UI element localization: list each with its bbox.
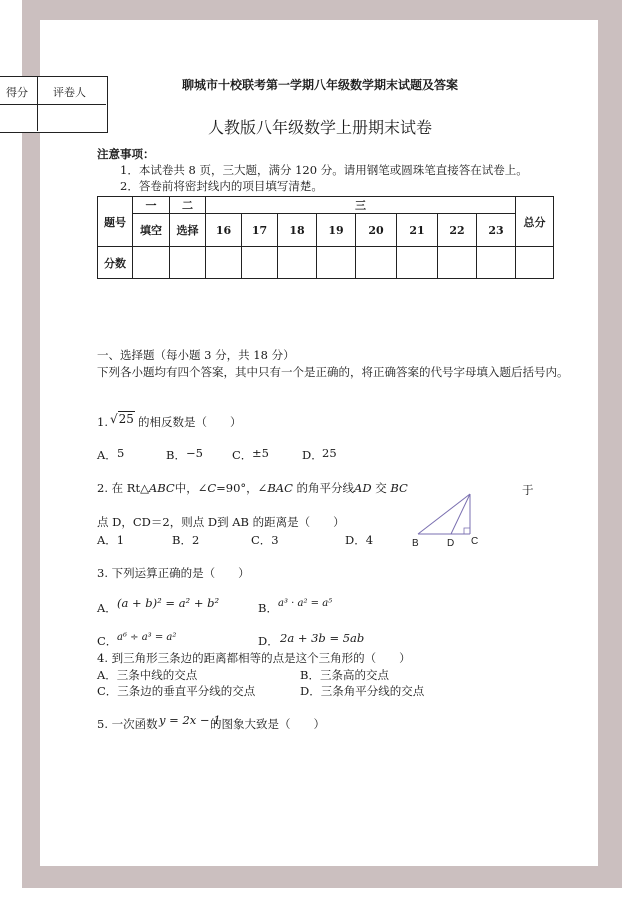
q2-text-h: AD — [354, 481, 372, 495]
q4-option-d: D．三条角平分线的交点 — [300, 684, 425, 698]
notice-item-1: 1．本试卷共 8 页，三大题，满分 120 分。请用钢笔或圆珠笔直接答在试卷上。 — [120, 163, 528, 177]
label-d: D — [447, 538, 455, 549]
q2-text-e: =90°，∠ — [216, 481, 268, 495]
sub-header-cell — [133, 214, 170, 247]
q3-option-d-label: D． — [258, 634, 279, 648]
sub-header: 17 — [251, 223, 268, 237]
score-input-cell[interactable] — [438, 247, 477, 279]
score-input-cell[interactable] — [397, 247, 438, 279]
sub-header: 20 — [368, 223, 384, 237]
q4-stem: 4. 到三角形三条边的距离都相等的点是这个三角形的（ ） — [97, 651, 411, 665]
q5-formula: y = 2x − 1 — [159, 713, 221, 727]
sub-header-cell — [397, 214, 438, 247]
sub-header: 22 — [449, 223, 465, 237]
sub-header-cell — [317, 214, 356, 247]
q2-triangle-figure — [408, 492, 488, 550]
sub-header-cell — [242, 214, 278, 247]
q2-option-a: A．1 — [97, 533, 125, 547]
sub-header: 选择 — [176, 224, 199, 237]
q2-text-j: BC — [390, 481, 408, 495]
q2-text-i: 交 — [371, 481, 391, 495]
q2-line1 — [97, 481, 408, 495]
sub-header-cell — [170, 214, 206, 247]
notice-heading: 注意事项： — [97, 147, 155, 161]
q2-option-d: D．4 — [345, 533, 374, 547]
total-label: 总分 — [523, 215, 546, 229]
score-input-cell[interactable] — [516, 247, 554, 279]
q1-prefix: 1. — [97, 415, 108, 429]
score-row-label: 分数 — [104, 256, 126, 270]
q2-option-c: C．3 — [251, 533, 279, 547]
q1-option-d-label: D． — [302, 448, 323, 462]
q3-option-b-label: B． — [258, 601, 278, 615]
q2-text-d: C — [207, 481, 217, 495]
q1-sqrt — [110, 412, 135, 426]
total-cell — [516, 197, 554, 247]
sub-header-cell — [206, 214, 242, 247]
group-one: 一 — [145, 199, 157, 212]
notice-item-2: 2．答卷前将密封线内的项目填写清楚。 — [120, 179, 323, 193]
section-instruction: 下列各小题均有四个答案，其中只有一个是正确的，将正确答案的代号字母填入题后括号内。 — [97, 365, 569, 379]
q1-option-c-label: C． — [232, 448, 253, 462]
row-label-cell — [98, 197, 133, 247]
sqrt-symbol: √ — [110, 412, 118, 426]
right-angle-mark — [464, 528, 470, 534]
grader-cell — [37, 77, 106, 105]
score-input-cell[interactable] — [206, 247, 242, 279]
q2-line2: 点 D，CD＝2，则点 D到 AB 的距离是（ ） — [97, 515, 345, 529]
q1-option-b-label: B． — [166, 448, 186, 462]
row-label: 题号 — [104, 215, 126, 229]
paper-bottom-strip — [40, 862, 598, 866]
score-row-label-cell — [98, 247, 133, 279]
q1-stem: 的相反数是（ ） — [138, 415, 242, 429]
q1-option-c: ±5 — [252, 446, 269, 460]
q2-text-c: 中，∠ — [174, 481, 208, 495]
score-input-cell[interactable] — [356, 247, 397, 279]
paper-top-strip — [40, 20, 598, 42]
score-input-cell[interactable] — [170, 247, 206, 279]
q5-prefix: 5. 一次函数 — [97, 717, 158, 731]
q2-option-b: B．2 — [172, 533, 200, 547]
sub-header-cell — [278, 214, 317, 247]
score-input-cell[interactable] — [317, 247, 356, 279]
sub-header-cell — [438, 214, 477, 247]
q2-text-g: 的角平分线 — [292, 481, 355, 495]
sub-header: 16 — [215, 223, 232, 237]
grading-box — [0, 76, 108, 133]
doc-subtitle: 人教版八年级数学上册期末试卷 — [207, 118, 432, 137]
sub-header: 19 — [328, 223, 344, 237]
q3-stem: 3. 下列运算正确的是（ ） — [97, 566, 250, 580]
segment-ab — [418, 494, 470, 534]
q4-option-b: B．三条高的交点 — [300, 668, 389, 682]
group-two: 二 — [182, 199, 193, 212]
section-title: 一、选择题（每小题 3 分，共 18 分） — [97, 348, 295, 362]
sub-header: 23 — [488, 223, 504, 237]
q1-option-a: 5 — [117, 446, 125, 460]
score-input-cell[interactable] — [242, 247, 278, 279]
q1-option-b: −5 — [186, 446, 203, 460]
q3-option-d: 2a + 3b = 5ab — [280, 631, 365, 645]
q4-option-c: C．三条边的垂直平分线的交点 — [97, 684, 256, 698]
score-input-cell[interactable] — [278, 247, 317, 279]
q1-radicand: 25 — [118, 412, 134, 426]
score-input-cell[interactable] — [133, 247, 170, 279]
q3-option-a: (a + b)² = a² + b² — [117, 596, 220, 610]
sub-header-cell — [356, 214, 397, 247]
q2-text-b: ABC — [148, 481, 175, 495]
score-cell — [0, 77, 38, 105]
doc-title: 聊城市十校联考第一学期八年级数学期末试题及答案 — [181, 78, 458, 92]
label-c: C — [471, 536, 479, 547]
sub-header: 18 — [289, 223, 305, 237]
q2-text-f: BAC — [267, 481, 293, 495]
group-three: 三 — [355, 199, 366, 212]
q3-option-b: a³ · a² = a⁵ — [278, 598, 333, 609]
score-blank — [0, 104, 38, 131]
score-input-cell[interactable] — [477, 247, 516, 279]
q2-text-a: 2. 在 Rt△ — [97, 481, 149, 495]
score-table — [97, 196, 554, 279]
q1-option-d: 25 — [322, 446, 337, 460]
score-label: 得分 — [6, 86, 28, 99]
sub-header-cell — [477, 214, 516, 247]
group-three-cell — [206, 197, 516, 214]
group-two-cell — [170, 197, 206, 214]
q1-option-a-label: A． — [97, 448, 117, 462]
q3-option-c-label: C． — [97, 634, 118, 648]
q5-suffix: 的图象大致是（ ） — [210, 717, 325, 731]
q3-option-c: a⁶ ÷ a³ = a² — [117, 632, 177, 643]
q3-option-a-label: A． — [97, 601, 117, 615]
q2-line1-end: 于 — [522, 483, 534, 497]
group-one-cell — [133, 197, 170, 214]
q4-option-a: A．三条中线的交点 — [97, 668, 198, 682]
grader-label: 评卷人 — [53, 86, 86, 99]
label-b: B — [412, 538, 419, 549]
sub-header: 21 — [409, 223, 425, 237]
sub-header: 填空 — [140, 224, 162, 237]
